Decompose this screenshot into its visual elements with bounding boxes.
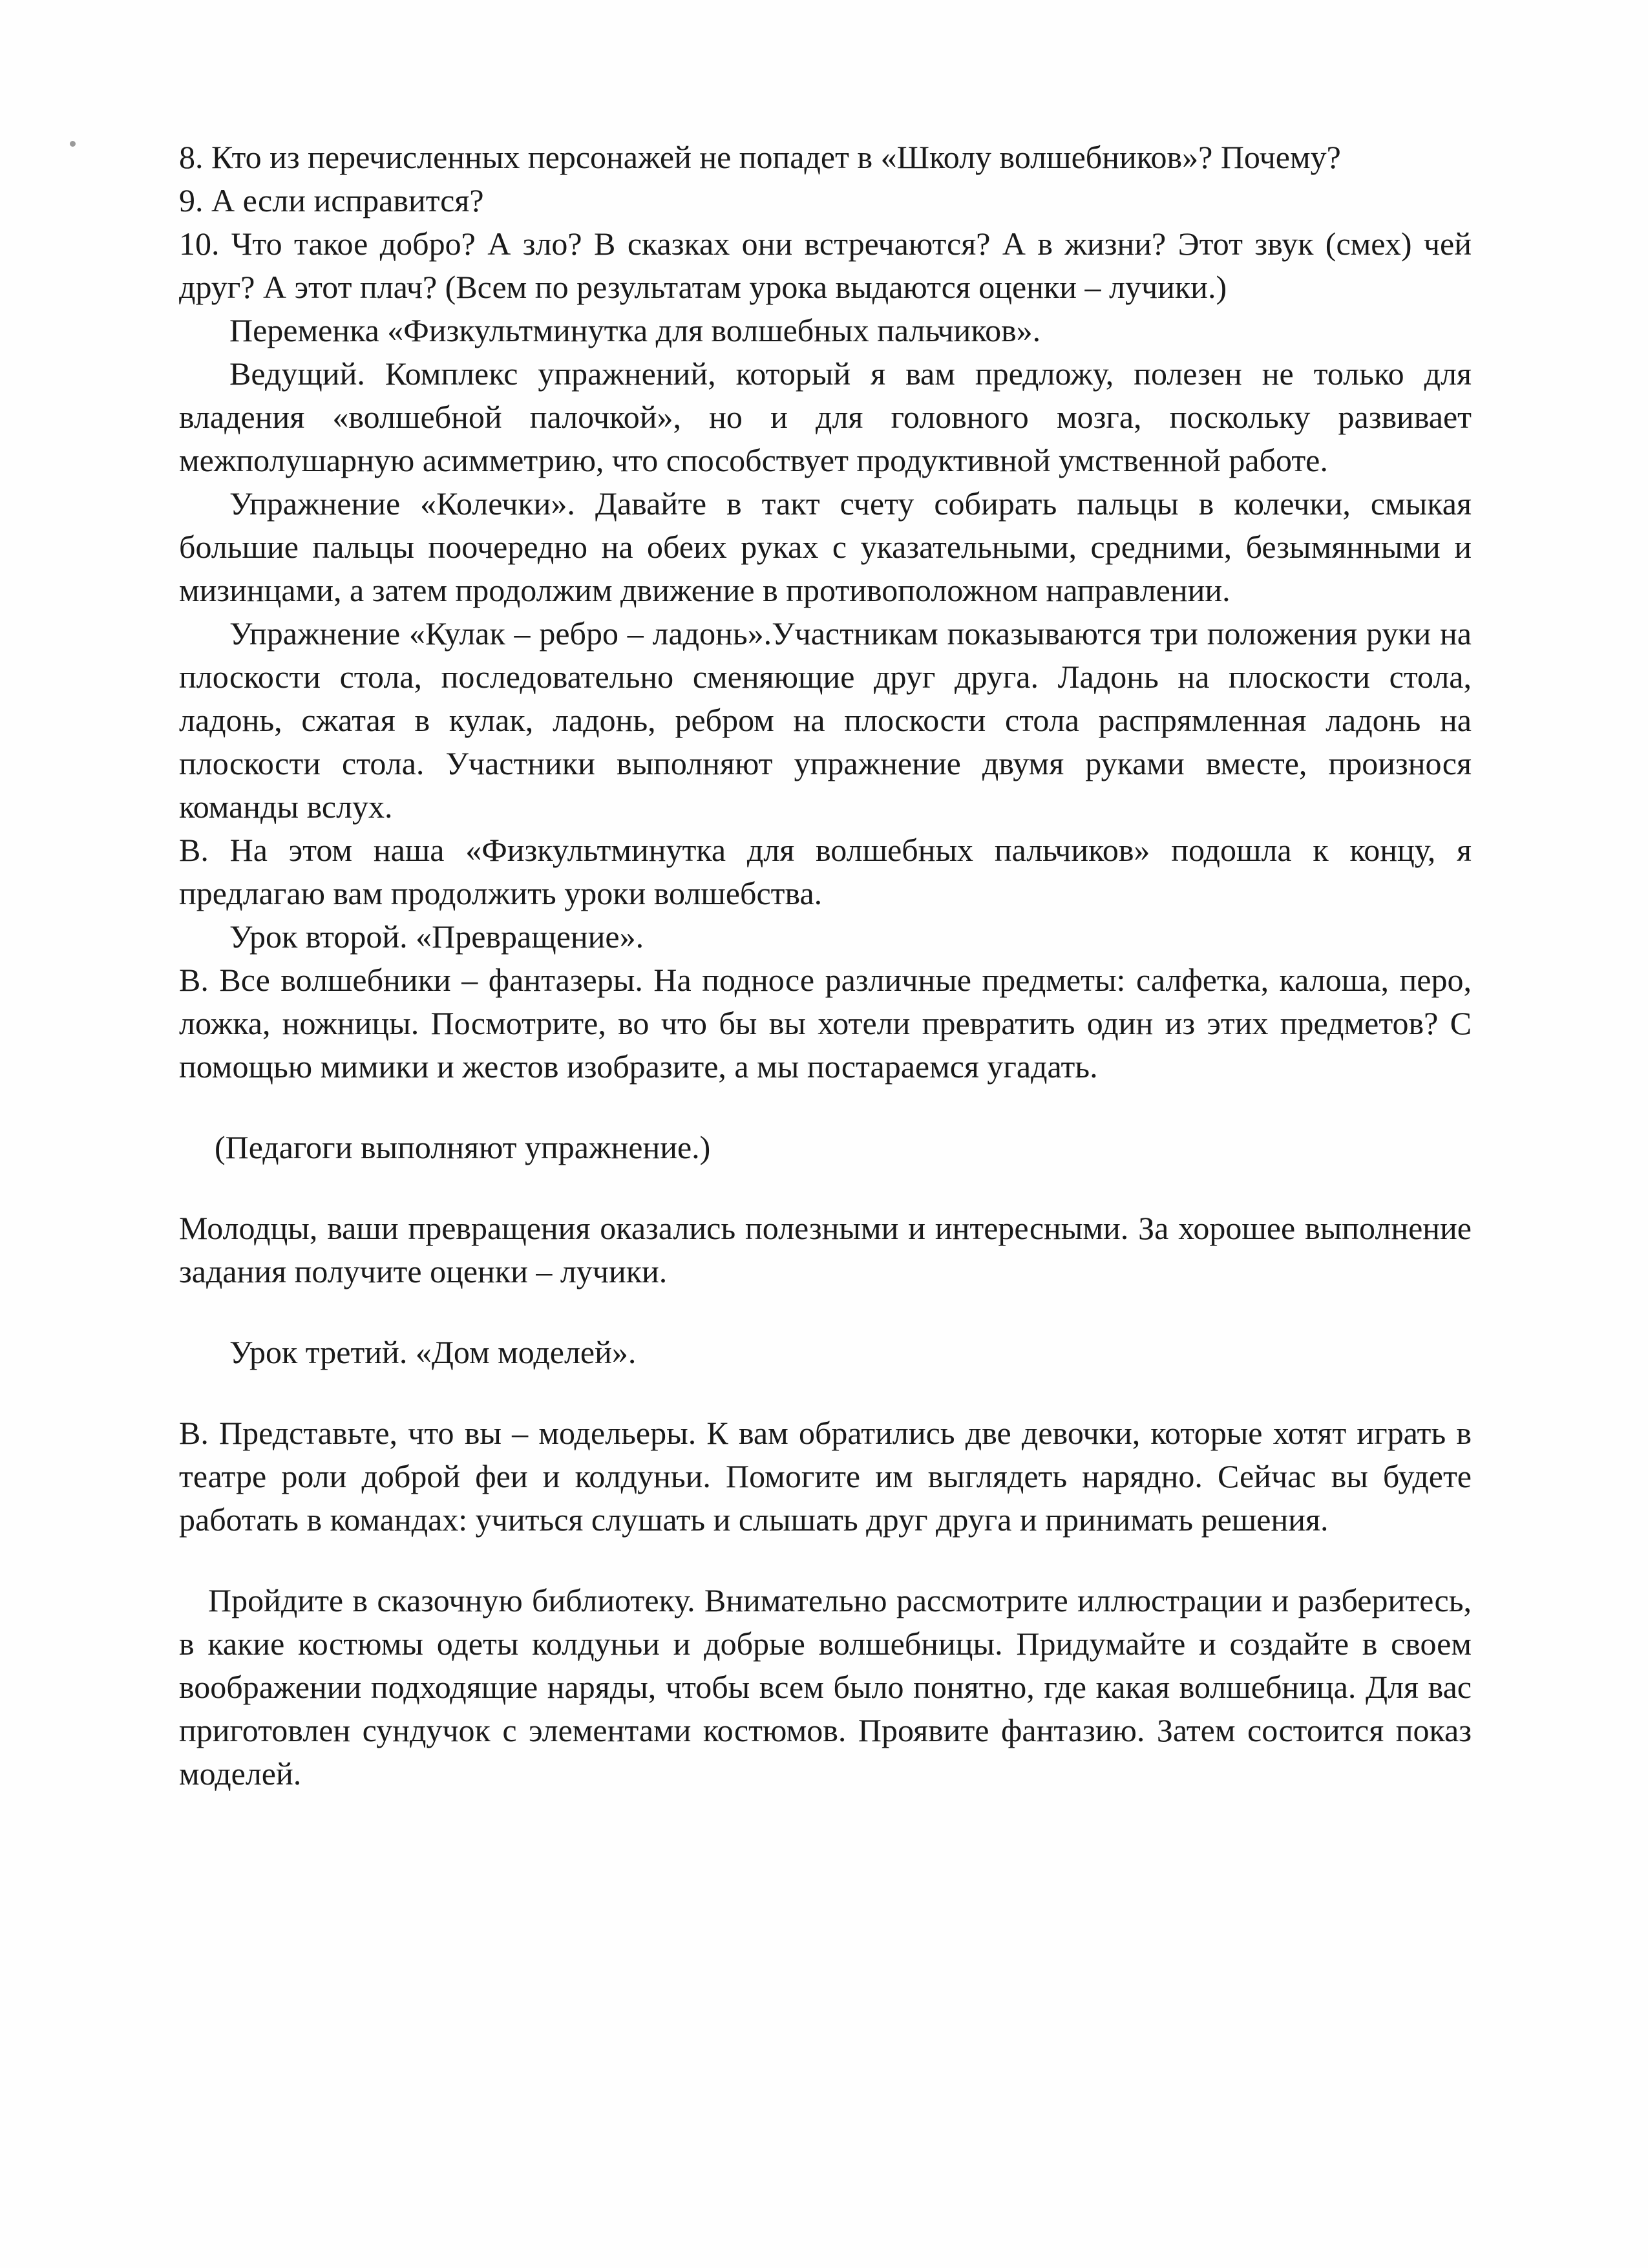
paragraph-host-intro: Ведущий. Комплекс упражнений, который я вам предложу, полезен не только для владения «волшебной палочкой», но и для головного мозга, поскольку развивает межполушарную асимметрию, что способствует продуктивной умственной работе. — [179, 355, 1472, 478]
paragraph-exercise-fist: Упражнение «Кулак – ребро – ладонь».Участникам показываются три положения руки на плоскости стола, последовательно сменяющие друг друга. Ладонь на плоскости стола, ладонь, сжатая в кулак, ладонь, ребром на плоскости стола распрямленная ладонь на плоскости стола. Участники выполняют упражнение двумя руками вместе, произнося команды вслух. — [179, 615, 1472, 825]
paragraph-library-task: Пройдите в сказочную библиотеку. Внимательно рассмотрите иллюстрации и разберитесь, в какие костюмы одеты колдуньи и добрые волшебницы. Придумайте и создайте в своем воображении подходящие наряды, чтобы всем было понятно, где какая волшебница. Для вас приготовлен сундучок с элементами костюмов. Проявите фантазию. Затем состоится показ моделей. — [179, 1582, 1472, 1792]
paragraph-teachers-note: (Педагоги выполняют упражнение.) — [215, 1129, 711, 1165]
paragraph-lesson-3-task: В. Представьте, что вы – модельеры. К вам обратились две девочки, которые хотят играть в театре роли доброй феи и колдуньи. Помогите им выглядеть нарядно. Сейчас вы будете работать в командах: учиться слушать и слышать друг друга и принимать решения. — [179, 1415, 1472, 1538]
paragraph-lesson-3-title: Урок третий. «Дом моделей». — [229, 1334, 637, 1370]
paragraph-question-10: 10. Что такое добро? А зло? В сказках они встречаются? А в жизни? Этот звук (смех) чей друг? А этот плач? (Всем по результатам урока выдаются оценки – лучики.) — [179, 226, 1472, 305]
paragraph-break-title: Переменка «Физкультминутка для волшебных пальчиков». — [229, 312, 1041, 348]
paragraph-lesson-2-title: Урок второй. «Превращение». — [229, 918, 644, 955]
paragraph-praise: Молодцы, ваши превращения оказались полезными и интересными. За хорошее выполнение задания получите оценки – лучики. — [179, 1210, 1472, 1289]
document-body — [179, 136, 1472, 1796]
scan-speck — [70, 141, 76, 147]
paragraph-question-9: 9. А если исправится? — [179, 182, 484, 218]
paragraph-exercise-rings: Упражнение «Колечки». Давайте в такт счету собирать пальцы в колечки, смыкая большие пальцы поочередно на обеих руках с указательными, средними, безымянными и мизинцами, а затем продолжим движение в противоположном направлении. — [179, 485, 1472, 608]
paragraph-question-8: 8. Кто из перечисленных персонажей не попадет в «Школу волшебников»? Почему? — [179, 139, 1341, 175]
paragraph-break-end: В. На этом наша «Физкультминутка для волшебных пальчиков» подошла к концу, я предлагаю вам продолжить уроки волшебства. — [179, 832, 1472, 911]
paragraph-lesson-2-task: В. Все волшебники – фантазеры. На подносе различные предметы: салфетка, калоша, перо, ложка, ножницы. Посмотрите, во что бы вы хотели превратить один из этих предметов? С помощью мимики и жестов изобразите, а мы постараемся угадать. — [179, 962, 1472, 1085]
